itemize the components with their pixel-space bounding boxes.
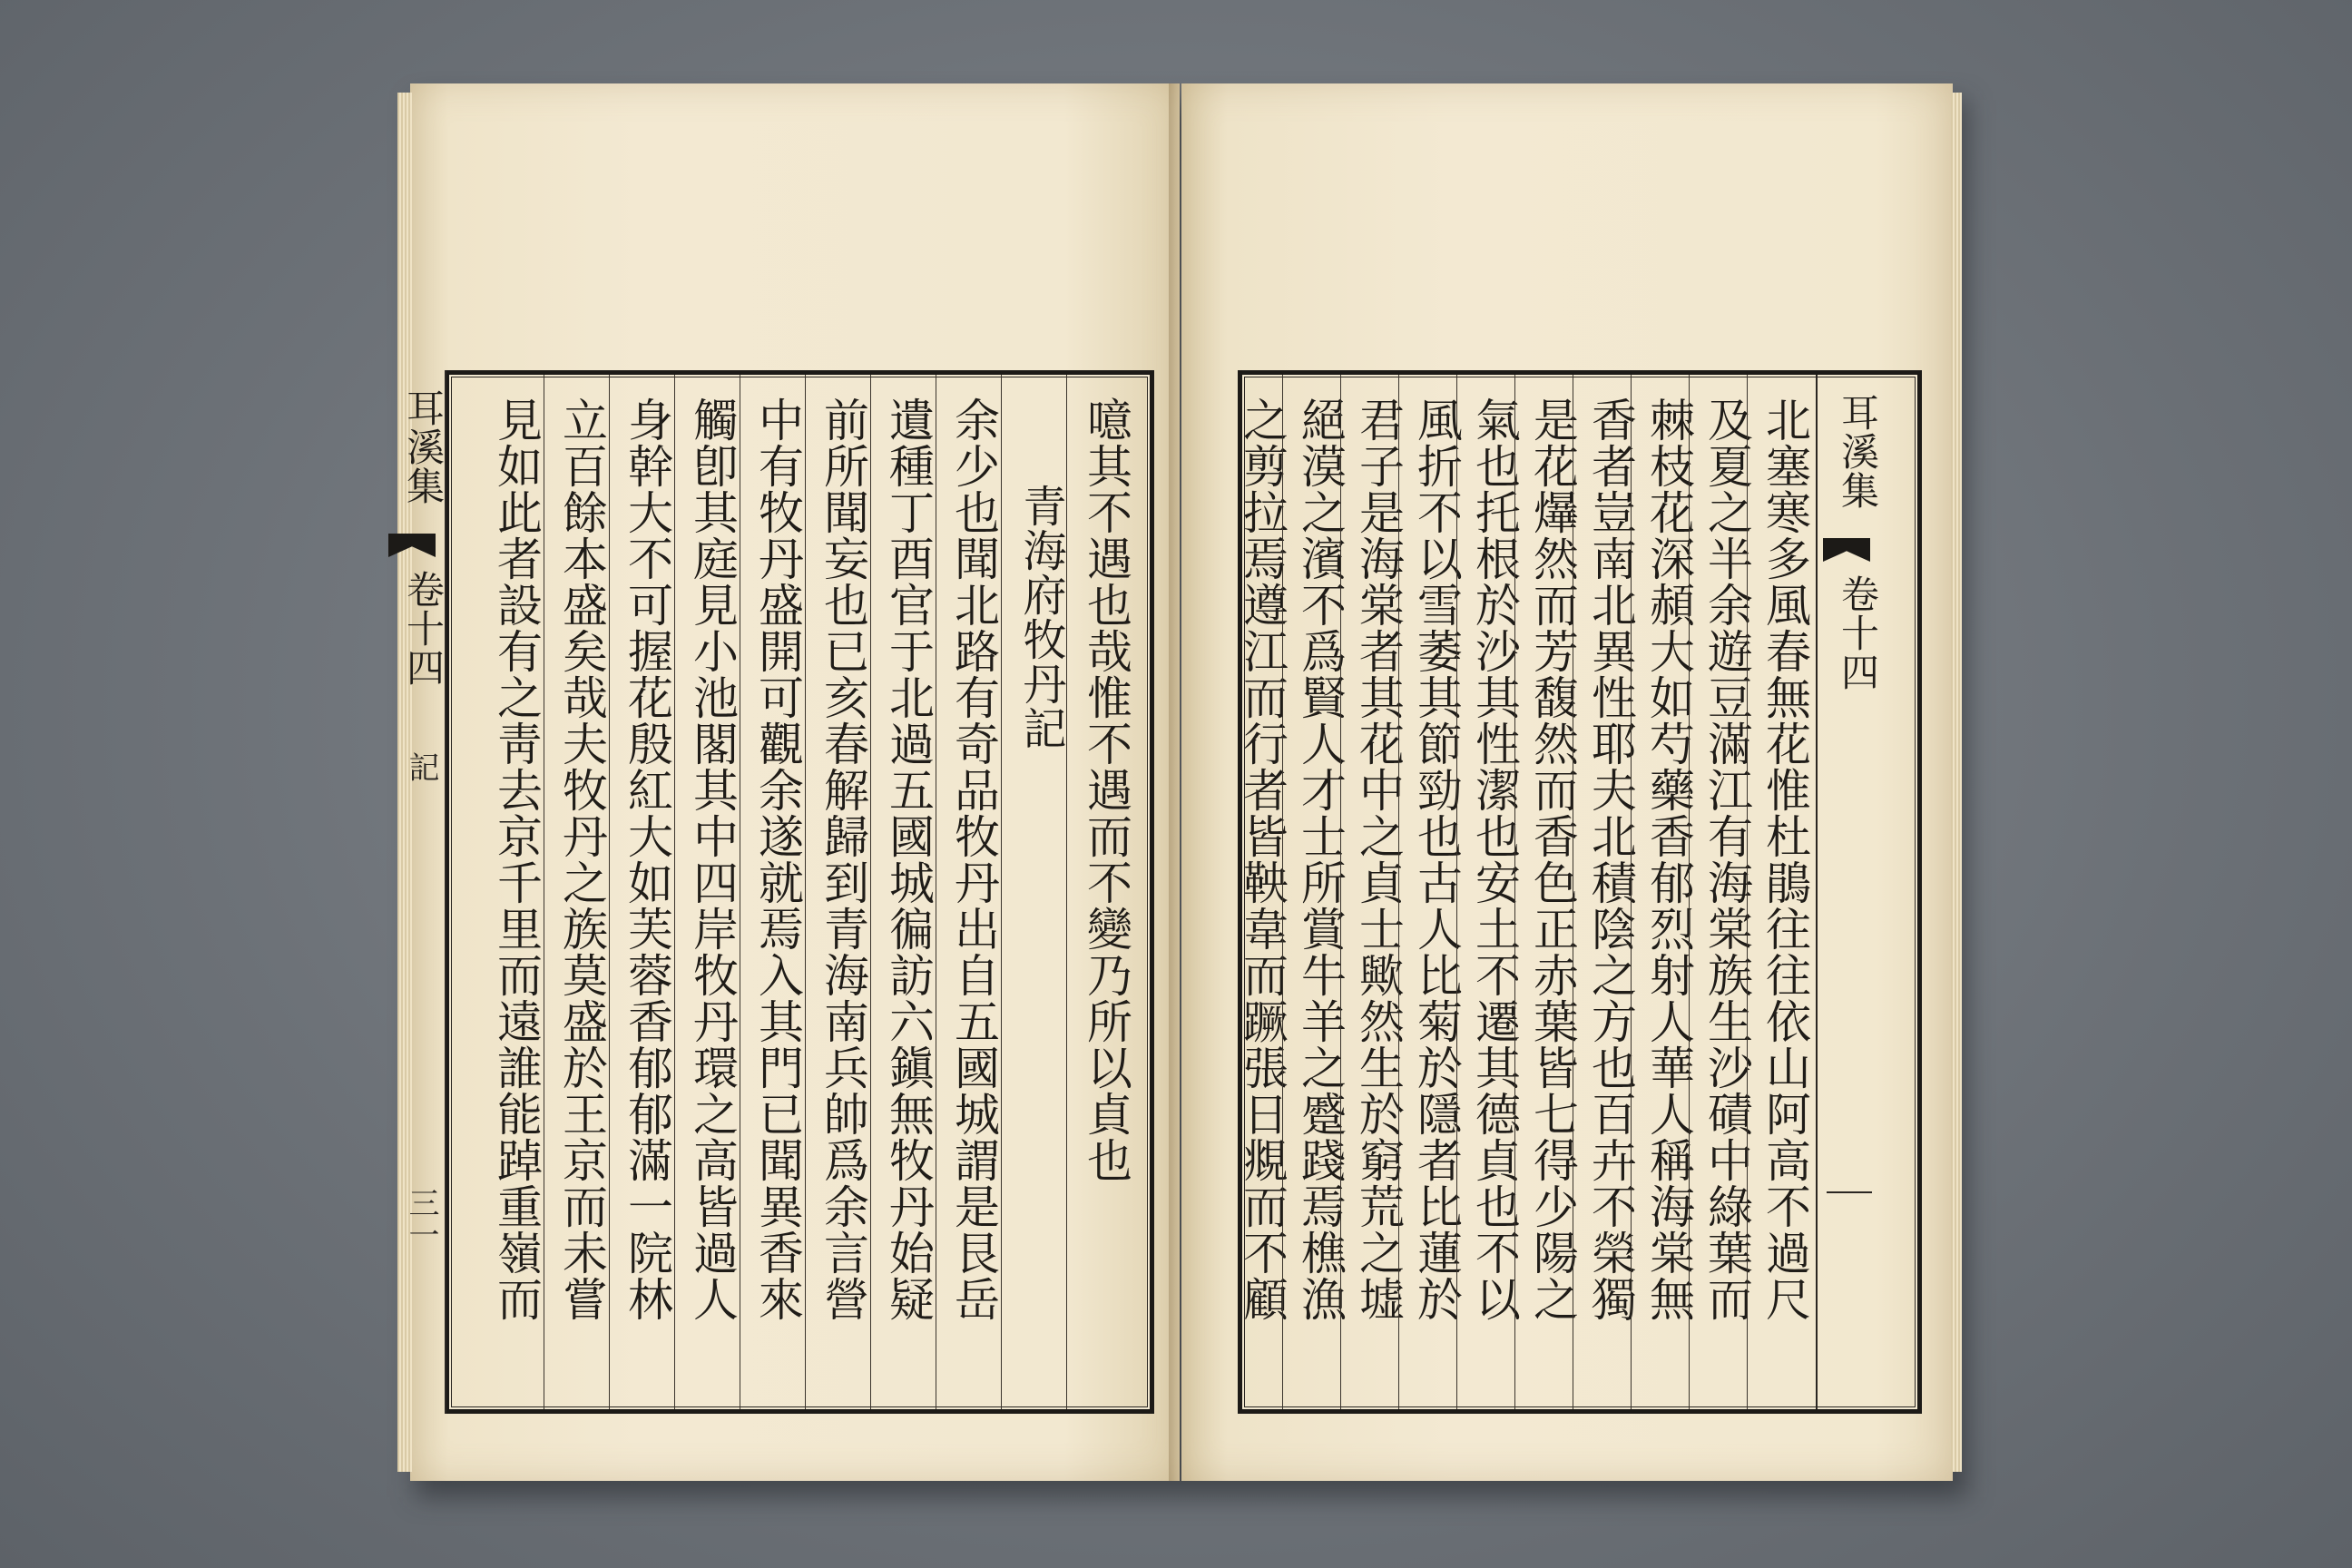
- column-rule: [1066, 375, 1067, 1409]
- right-text-frame: [1238, 370, 1922, 1414]
- column-rule: [805, 375, 806, 1409]
- text-line: 氣也托根於沙其性潔也安土不遷其德貞也不以: [1468, 397, 1521, 1322]
- text-line: 香者豈南北異性耶夫北積陰之方也百卉不榮獨: [1584, 397, 1637, 1322]
- left-banxin: [383, 370, 446, 1414]
- right-page-edges: [1951, 93, 1962, 1472]
- column-rule: [1689, 375, 1690, 1409]
- banxin-book-title: 耳溪集: [401, 388, 446, 505]
- column-rule: [1747, 375, 1748, 1409]
- text-line: 是花爗然而芳馥然而香色正赤葉皆七得少陽之: [1526, 397, 1579, 1322]
- column-rule: [1631, 375, 1632, 1409]
- text-line: 觸卽其庭見小池閣其中四岸牧丹環之高皆過人: [686, 397, 739, 1322]
- column-rule: [1001, 375, 1002, 1409]
- banxin-leaf-number: 三一: [403, 1187, 439, 1250]
- open-book: [401, 83, 1953, 1481]
- text-line: 北塞寒多風春無花惟杜鵑往往依山阿高不過尺: [1759, 397, 1811, 1322]
- column-rule: [1282, 375, 1283, 1409]
- text-line: 風折不以雪萎其節勁也古人比菊於隱者比蓮於: [1410, 397, 1463, 1322]
- left-page: [401, 83, 1180, 1481]
- banxin-book-title: 耳溪集: [1836, 393, 1880, 510]
- column-rule: [609, 375, 610, 1409]
- text-line: 中有牧丹盛開可觀余遂就焉入其門已聞異香來: [751, 397, 804, 1322]
- text-line: 遺種丁酉官于北過五國城徧訪六鎭無牧丹始疑: [882, 397, 935, 1322]
- column-rule: [870, 375, 871, 1409]
- text-line: 見如此者設有之靑去京千里而遠誰能踔重嶺而: [490, 397, 543, 1322]
- column-rule: [1340, 375, 1341, 1409]
- text-line: 之剪拉焉遵江而行者皆鞅韋而蹶張日覜而不顧: [1236, 397, 1289, 1322]
- column-rule: [1398, 375, 1399, 1409]
- text-line: 棘枝花深頳大如芍藥香郁烈射人華人稱海棠無: [1642, 397, 1695, 1322]
- column-rule: [674, 375, 675, 1409]
- left-text-frame: [445, 370, 1154, 1414]
- banxin-rule: [1827, 1191, 1872, 1193]
- essay-title: 青海府牧丹記: [1015, 484, 1066, 750]
- text-line: 絕漠之濱不爲賢人才士所賞牛羊之蹙踐焉樵漁: [1294, 397, 1347, 1322]
- fishtail-mark: [1823, 538, 1870, 562]
- column-rule: [1514, 375, 1515, 1409]
- text-line: 余少也聞北路有奇品牧丹出自五國城謂是艮岳: [947, 397, 1000, 1322]
- text-line: 君子是海棠者其花中之貞士歟然生於窮荒之墟: [1352, 397, 1405, 1322]
- text-line: 噫其不遇也哉惟不遇而不變乃所以貞也: [1080, 397, 1132, 1183]
- text-line: 立百餘本盛矣哉夫牧丹之族莫盛於王京而未嘗: [555, 397, 608, 1322]
- text-line: 身幹大不可握花殷紅大如芙蓉香郁郁滿一院林: [621, 397, 673, 1322]
- text-line: 前所聞妄也已亥春解歸到青海南兵帥爲余言營: [817, 397, 869, 1322]
- fishtail-mark: [388, 534, 436, 557]
- right-banxin: [1816, 375, 1881, 1409]
- text-line: 及夏之半余遊豆滿江有海棠族生沙磧中綠葉而: [1700, 397, 1753, 1322]
- banxin-volume: 卷十四: [401, 570, 446, 687]
- banxin-section: 記: [403, 751, 439, 783]
- banxin-volume: 卷十四: [1836, 574, 1880, 691]
- column-rule: [1456, 375, 1457, 1409]
